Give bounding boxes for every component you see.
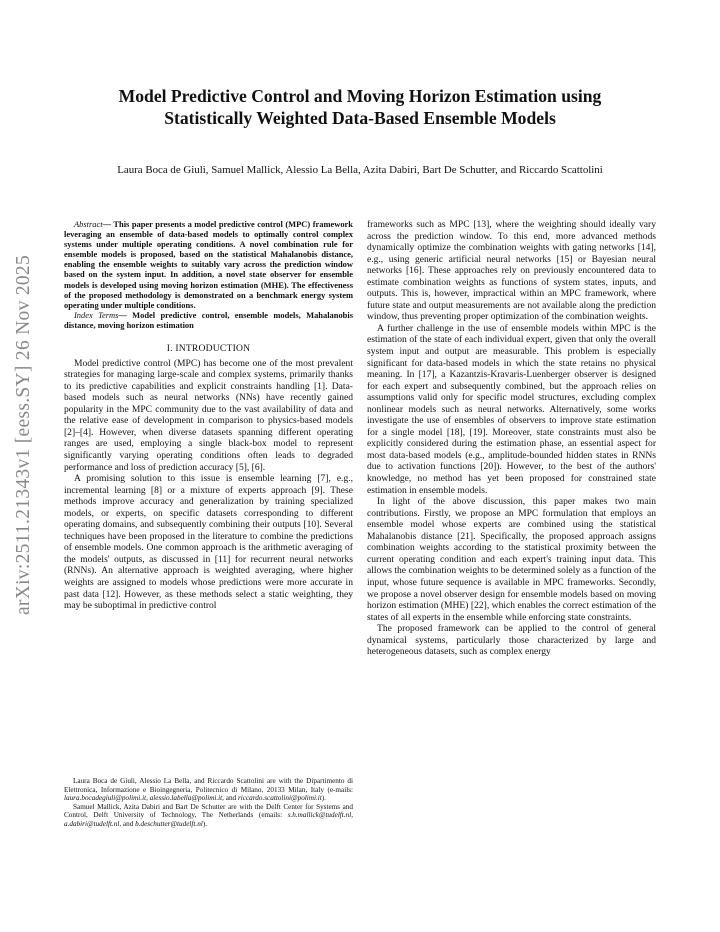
intro-paragraph-3: frameworks such as MPC [13], where the weighting should ideally vary across the prediction window. To this end, more advanced methods dynamically optimize the combination weights with gating networks [14], e.g., using generic artificial neural networks [15] or Bayesian neural networks [16]. These approaches rely on previously encountered data to estimate combination weights as functions of system states, inputs, and outputs. This is, however, impractical within an MPC framework, where future state and output measurements are not available along the prediction window, thus preventing proper optimization of the combination weights.	[367, 219, 656, 323]
intro-paragraph-1: Model predictive control (MPC) has become one of the most prevalent strategies for managing large-scale and complex systems, primarily thanks to its predictive capabilities and explicit constraints handling [1]. Data-based models such as neural networks (NNs) have recently gained popularity in the MPC community due to the vast availability of data and the relative ease of development in comparison to physics-based models [2]–[4]. However, when diverse datasets spanning different operating ranges are used, employing a single black-box model to represent significantly varying operating conditions often leads to degraded performance and loss of prediction accuracy [5], [6].	[64, 357, 353, 473]
abstract-label: Abstract	[74, 219, 103, 229]
paper-title	[60, 85, 660, 129]
footnote-email-scattolini: riccardo.scattolini@polimi.it	[237, 794, 322, 802]
index-terms-text: — Model predictive control, ensemble models, Mahalanobis distance, moving horizon estimation	[64, 309, 353, 330]
title-line-1: Model Predictive Control and Moving Horizon Estimation using	[118, 86, 602, 106]
title-line-2: Statistically Weighted Data-Based Ensemble Models	[164, 108, 556, 128]
index-terms-label: Index Terms	[74, 309, 119, 320]
section-heading-introduction: I. INTRODUCTION	[166, 343, 251, 355]
footnote-email-deschutter: b.deschutter@tudelft.nl	[135, 819, 203, 828]
footnote-affiliation-tudelft: Samuel Mallick, Azita Dabiri and Bart De Schutter are with the Delft Center for Systems and Control, Delft University of Technology, The Netherlands (emails: s.h.mallick@tudelft.nl, a.dabiri@tudelft.nl, and b.deschutter@tudelft.nl).	[64, 802, 353, 828]
right-column	[367, 219, 656, 658]
left-column	[64, 219, 353, 612]
abstract-text: — This paper presents a model predictive control (MPC) framework leveraging an ensemble of data-based models to optimally control complex systems under multiple operating conditions. A novel combination rule for ensemble models is proposed, based on the statistical Mahalanobis distance, enabling the ensemble weights to suitably vary across the prediction window based on the system input. In addition, a novel state observer for ensemble models is developed using moving horizon estimation (MHE). The effectiveness of the proposed methodology is demonstrated on a benchmark energy system operating under multiple conditions.	[64, 219, 353, 310]
footnote-emails-polimi: laura.bocadegiuli@polimi.it, alessio.labella@polimi.it,	[64, 794, 224, 802]
index-terms	[64, 310, 353, 330]
intro-paragraph-6: The proposed framework can be applied to the control of general dynamical systems, particularly those characterized by large and heterogeneous datasets, such as complex energy	[367, 623, 656, 658]
author-list: Laura Boca de Giuli, Samuel Mallick, Alessio La Bella, Azita Dabiri, Bart De Schutter, and Riccardo Scattolini	[117, 164, 603, 176]
footnote-emails-tudelft: s.h.mallick@tudelft.nl, a.dabiri@tudelft.nl,	[64, 811, 353, 828]
arxiv-identifier: arXiv:2511.21343v1 [eess.SY] 26 Nov 2025	[13, 254, 34, 616]
intro-paragraph-5: In light of the above discussion, this paper makes two main contributions. Firstly, we propose an MPC formulation that employs an ensemble model whose experts are combined using the statistical Mahalanobis distance [21]. Specifically, the proposed approach assigns combination weights according to the statistical proximity between the current operating condition and each expert's training input data. This allows the combination weights to be determined solely as a function of the input, whose future sequence is available in MPC frameworks. Secondly, we propose a novel observer design for ensemble models based on moving horizon estimation (MHE) [22], which enables the correct estimation of the states of all experts in the ensemble while enforcing state constraints.	[367, 496, 656, 623]
footnote-affiliation-polimi: Laura Boca de Giuli, Alessio La Bella, and Riccardo Scattolini are with the Dipartimento di Elettronica, Informazione e Bioingegneria, Politecnico di Milano, 20133 Milan, Italy (e-mails: laura.bocadegiuli@polimi.it, alessio.labella@polimi.it, and riccardo.scattolini@polimi.it).	[64, 777, 353, 802]
arxiv-sidebar-stamp	[9, 200, 39, 670]
intro-paragraph-4: A further challenge in the use of ensemble models within MPC is the estimation of the state of each individual expert, given that only the overall system input and output are measurable. This problem is especially significant for data-based models in which the state retains no physical meaning. In [17], a Kazantzis-Kravaris-Luenberger observer is designed for each expert and subsequently combined, but the approach relies on assumptions valid only for specific model structures, excluding complex nonlinear models such as neural networks. Alternatively, some works investigate the use of ensembles of observers to improve state estimation for a single model [18], [19]. Moreover, state constraints must also be explicitly considered during the estimation phase, an essential aspect for most data-based models (e.g., amplitude-bounded hidden states in RNNs due to activation functions [20]). However, to the best of the authors' knowledge, no method has yet been proposed for constrained state estimation in ensemble models.	[367, 322, 656, 496]
intro-paragraph-2: A promising solution to this issue is ensemble learning [7], e.g., incremental learning [8] or a mixture of experts approach [9]. These methods improve accuracy and generalization by training specialized models, or experts, on specific datasets corresponding to different operating domains, and subsequently combining their outputs [10]. Several techniques have been proposed in the literature to combine the predictions of ensemble models. One common approach is the arithmetic averaging of the models' outputs, as discussed in [11] for recurrent neural networks (RNNs). An alternative approach is weighted averaging, where higher weights are assigned to models whose predictions were more accurate in past data [12]. However, as these methods select a static weighting, they may be suboptimal in predictive control	[64, 473, 353, 612]
footnote	[64, 777, 353, 828]
abstract	[64, 219, 353, 310]
